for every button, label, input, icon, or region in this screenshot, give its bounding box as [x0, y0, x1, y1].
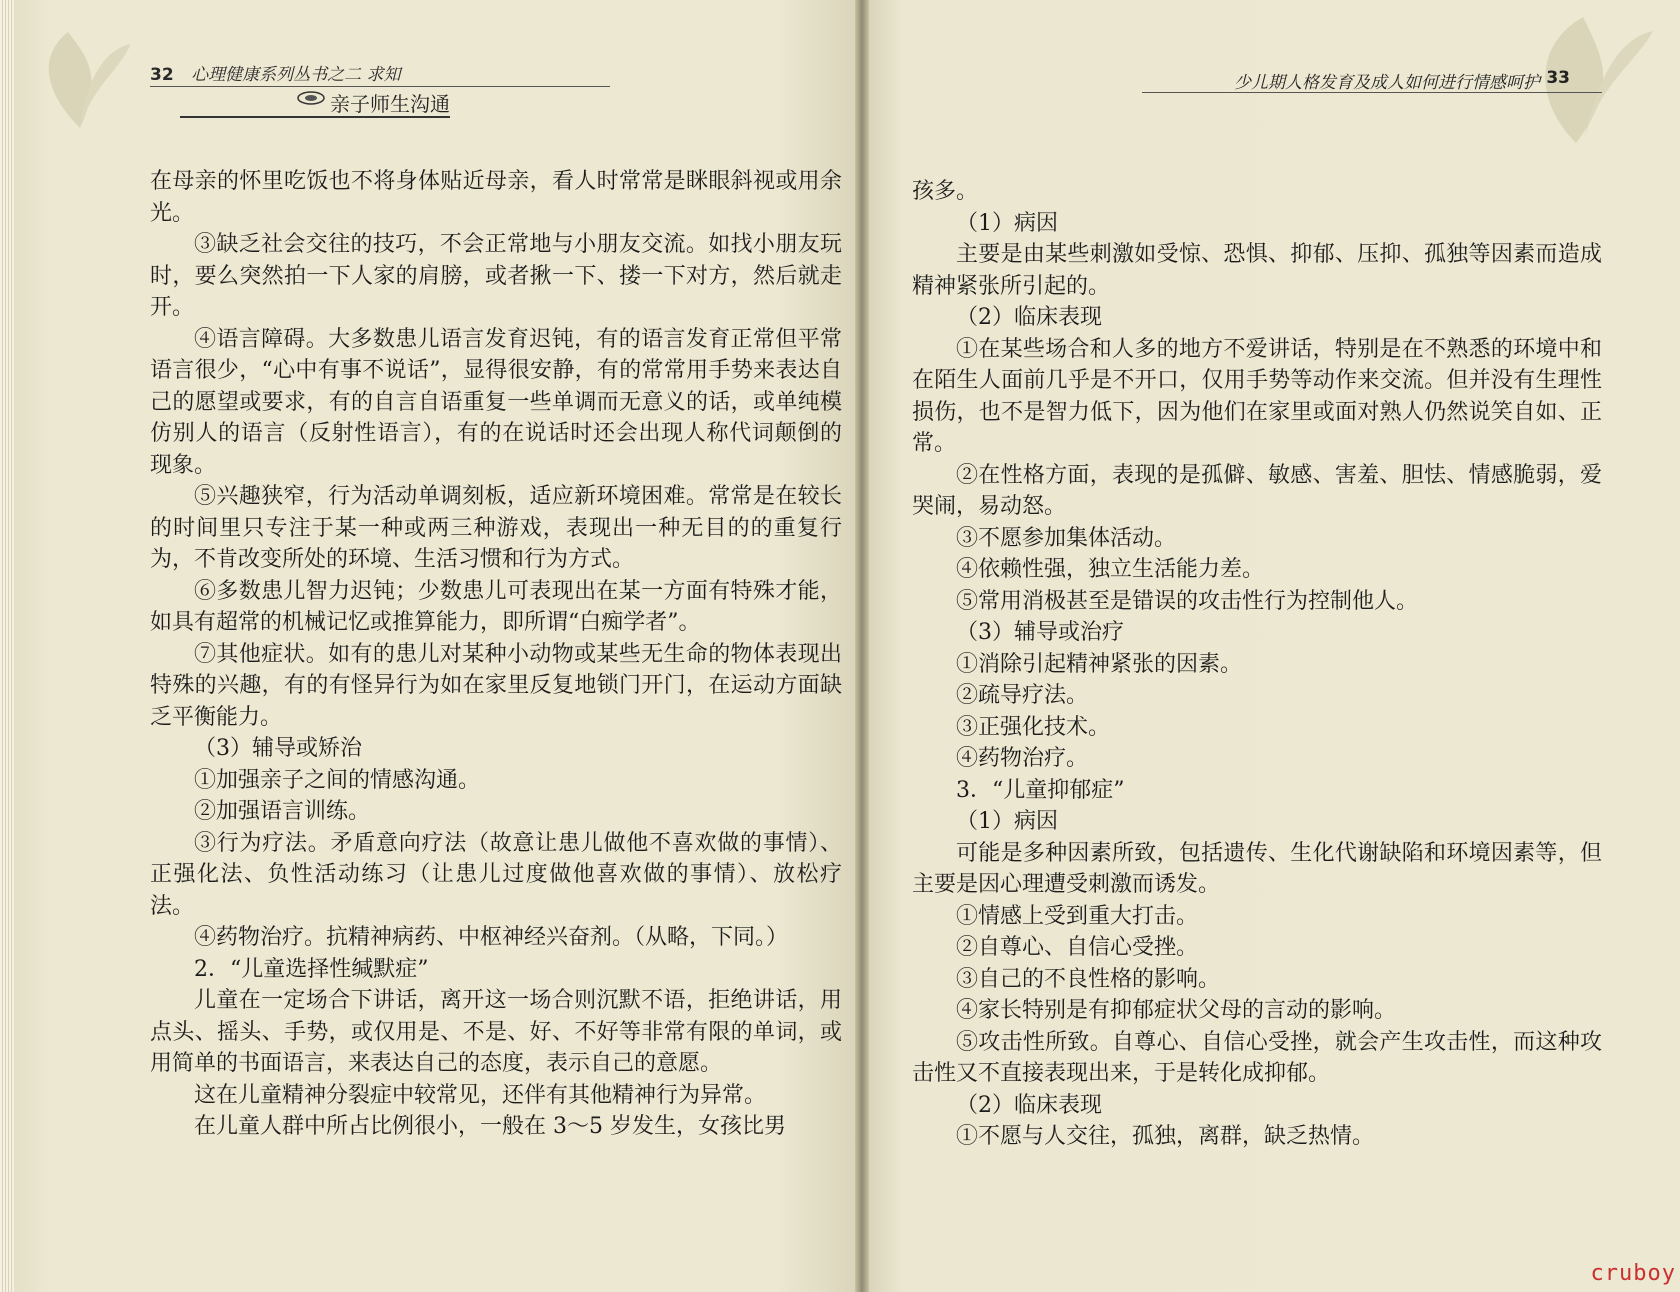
paragraph: 儿童在一定场合下讲话，离开这一场合则沉默不语，拒绝讲话，用点头、摇头、手势，或仅用是、不是、好、不好等非常有限的单词，或用简单的书面语言，来表达自己的态度，表示自己的意愿。	[150, 988, 842, 1076]
paragraph: 在儿童人群中所占比例很小，一般在 3～5 岁发生，女孩比男	[194, 1114, 786, 1139]
paragraph: ④家长特别是有抑郁症状父母的言动的影响。	[956, 998, 1397, 1023]
right-body-text	[912, 176, 1602, 1153]
paragraph: 主要是由某些刺激如受惊、恐惧、抑郁、压抑、孤独等因素而造成精神紧张所引起的。	[912, 242, 1602, 299]
paragraph: ①不愿与人交往，孤独，离群，缺乏热情。	[956, 1124, 1375, 1149]
left-running-head	[150, 60, 400, 85]
paragraph: ⑤攻击性所致。自尊心、自信心受挫，就会产生攻击性，而这种攻击性又不直接表现出来，于是转化成抑郁。	[912, 1029, 1602, 1086]
paragraph: 这在儿童精神分裂症中较常见，还伴有其他精神行为异常。	[194, 1082, 767, 1108]
paragraph: （3）辅导或治疗	[956, 620, 1124, 645]
right-page	[862, 0, 1680, 1292]
leaf-decoration-icon	[20, 20, 140, 140]
chapter-title: 少儿期人格发育及成人如何进行情感呵护	[1234, 73, 1540, 93]
paragraph: 2．“儿童选择性缄默症”	[194, 956, 429, 982]
paragraph: ④语言障碍。大多数患儿语言发育迟钝，有的语言发育正常但平常语言很少，“心中有事不说话”，显得很安静，有的常常用手势来表达自己的愿望或要求，有的自言自语重复一些单调而无意义的话，或单纯模仿别人的语言（反射性语言），有的在说话时还会出现人称代词颠倒的现象。	[150, 326, 842, 478]
paragraph: ④药物治疗。	[956, 746, 1089, 771]
left-body-text	[150, 166, 842, 1143]
paragraph: ③缺乏社会交往的技巧，不会正常地与小朋友交流。如找小朋友玩时，要么突然拍一下人家的肩膀，或者揪一下、搂一下对方，然后就走开。	[150, 232, 842, 320]
right-page-number: 33	[1546, 68, 1570, 88]
paragraph: ⑥多数患儿智力迟钝；少数患儿可表现出在某一方面有特殊才能，如具有超常的机械记忆或推算能力，即所谓“白痴学者”。	[150, 578, 842, 635]
paragraph: ④依赖性强，独立生活能力差。	[956, 557, 1265, 582]
paragraph: （2）临床表现	[956, 1092, 1102, 1118]
paragraph: （1）病因	[956, 809, 1058, 834]
paragraph: ②在性格方面，表现的是孤僻、敏感、害羞、胆怯、情感脆弱，爱哭闹，易动怒。	[912, 462, 1602, 519]
paragraph: （3）辅导或矫治	[194, 736, 362, 761]
paragraph: ②疏导疗法。	[956, 683, 1089, 708]
paragraph: ②加强语言训练。	[194, 799, 371, 824]
paragraph: （2）临床表现	[956, 305, 1102, 330]
paragraph: ④药物治疗。抗精神病药、中枢神经兴奋剂。（从略，下同。）	[194, 925, 789, 950]
paragraph: ⑦其他症状。如有的患儿对某种小动物或某些无生命的物体表现出特殊的兴趣，有的有怪异行为如在家里反复地锁门开门，在运动方面缺乏平衡能力。	[150, 641, 842, 730]
left-page-number: 32	[150, 65, 174, 85]
paragraph: ②自尊心、自信心受挫。	[956, 935, 1199, 960]
paragraph: ③正强化技术。	[956, 714, 1111, 740]
paragraph: ⑤常用消极甚至是错误的攻击性行为控制他人。	[956, 588, 1419, 614]
paragraph: ①情感上受到重大打击。	[956, 903, 1199, 929]
book-subtitle: 亲子师生沟通	[330, 92, 450, 116]
page-edges	[0, 0, 14, 1292]
paragraph: 3．“儿童抑郁症”	[956, 777, 1125, 803]
paragraph: ③行为疗法。矛盾意向疗法（故意让患儿做他不喜欢做的事情）、正强化法、负性活动练习（让患儿过度做他喜欢做的事情）、放松疗法。	[150, 830, 842, 919]
paragraph: （1）病因	[956, 210, 1058, 236]
series-title: 心理健康系列丛书之二 求知	[191, 65, 401, 85]
ornament-icon	[296, 89, 326, 107]
paragraph: 孩多。	[912, 179, 979, 204]
paragraph: ③自己的不良性格的影响。	[956, 966, 1221, 992]
book-spine	[855, 0, 869, 1292]
paragraph: 在母亲的怀里吃饭也不将身体贴近母亲，看人时常常是眯眼斜视或用余光。	[150, 169, 842, 226]
paragraph: ⑤兴趣狭窄，行为活动单调刻板，适应新环境困难。常常是在较长的时间里只专注于某一种或两三种游戏，表现出一种无目的的重复行为，不肯改变所处的环境、生活习惯和行为方式。	[150, 484, 842, 572]
subtitle-rule	[180, 116, 450, 118]
paragraph: ①在某些场合和人多的地方不爱讲话，特别是在不熟悉的环境中和在陌生人面前几乎是不开口，仅用手势等动作来交流。但并没有生理性损伤，也不是智力低下，因为他们在家里或面对熟人仍然说笑自如、正常。	[912, 336, 1602, 456]
paragraph: ①消除引起精神紧张的因素。	[956, 651, 1243, 677]
header-rule	[150, 86, 610, 87]
paragraph: ③不愿参加集体活动。	[956, 525, 1177, 551]
header-rule	[1142, 92, 1602, 93]
watermark: cruboy	[1590, 1261, 1676, 1286]
paragraph: ①加强亲子之间的情感沟通。	[194, 767, 481, 793]
paragraph: 可能是多种因素所致，包括遗传、生化代谢缺陷和环境因素等，但主要是因心理遭受刺激而诱发。	[912, 840, 1602, 897]
